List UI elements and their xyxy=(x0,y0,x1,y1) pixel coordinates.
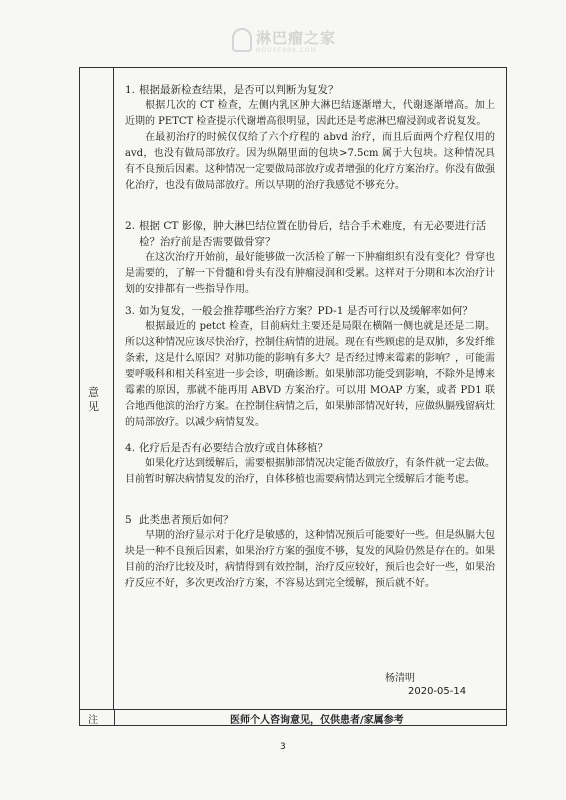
question-text: 化疗后是否有必要结合放疗或自体移植？ xyxy=(139,442,328,454)
note-row xyxy=(80,709,506,725)
answer-paragraph: 根据最近的 petct 检查，目前病灶主要还是局限在横隔一侧也就是还是二期。所以这种情况应该尽快治疗，控制住病情的进展。现在有些顾虑的是双肺，多发纤维条索，这是什么原因？对肺功能的影响有多大？是否经过博来霉素的影响？，可能需要呼吸科和相关科室进一步会诊，明确诊断。如果肺部功能受到影响，不除外是博来霉素的原因，那就不能再用 ABVD 方案治疗。可以用 MOAP 方案，或者 PD1 联合地西他滨的治疗方案。在控制住病情之后，如果肺部情况好转，应做纵膈残留病灶的局部放疗。以减少病情复发。 xyxy=(125,321,495,428)
watermark-logo xyxy=(232,26,342,60)
question-number: 5 xyxy=(125,514,132,526)
question-number: 2. xyxy=(125,220,136,232)
doctor-signature: 杨清明 xyxy=(385,673,415,684)
answer-paragraph: 如果化疗达到缓解后，需要根据肺部情况决定能否做放疗，有条件就一定去做。目前暂时解决病情复发的治疗，自体移植也需要病情达到完全缓解后才能考虑。 xyxy=(125,458,495,485)
opinion-table xyxy=(79,67,507,726)
answer-paragraph: 早期的治疗显示对于化疗是敏感的，这种情况预后可能要好一些。但是纵膈大包块是一种不良预后因素，如果治疗方案的强度不够，复发的风险仍然是存在的。如果目前的治疗比较及时，病情得到有效控制，治疗反应较好，预后也会好一些，如果治疗反应不好，多次更改治疗方案，不容易达到完全缓解，预后就不好。 xyxy=(125,530,495,589)
label-column xyxy=(80,68,114,709)
note-divider xyxy=(114,710,115,725)
question-5 xyxy=(125,512,495,528)
question-text: 根据最新检查结果，是否可以判断为复发？ xyxy=(139,84,339,96)
question-2 xyxy=(125,218,495,250)
answer-paragraph: 根据几次的 CT 检查，左侧内乳区肿大淋巴结逐渐增大，代谢逐渐增高。加上近期的 PETCT 检查提示代谢增高很明显，因此还是考虑淋巴瘤浸润或者说复发。 xyxy=(125,100,495,127)
qa-item-4 xyxy=(125,440,495,488)
opinion-label: 意见 xyxy=(88,386,99,413)
answer-paragraph: 在最初治疗的时候仅仅给了六个疗程的 abvd 治疗，而且后面两个疗程仅用的 avd，也没有做局部放疗。因为纵隔里面的包块>7.5cm 属于大包块。这种情况具有不良预后因素。这种情况一定要做局部放疗或者增强的化疗方案治疗。你没有做强化治疗，也没有做局部放疗。所以早期的治疗我感觉不够充分。 xyxy=(125,132,495,191)
watermark-url: HOUSE999.COM xyxy=(256,47,317,54)
page-number: 3 xyxy=(280,742,286,752)
qa-item-3 xyxy=(125,303,495,431)
qa-item-1 xyxy=(125,82,495,194)
watermark-icon xyxy=(232,28,252,52)
question-text: 根据 CT 影像，肿大淋巴结位置在肋骨后，结合手术难度，有无必要进行活检？治疗前是否需要做骨穿？ xyxy=(139,220,487,248)
question-1 xyxy=(125,82,495,98)
qa-item-5 xyxy=(125,512,495,592)
question-3 xyxy=(125,303,495,319)
question-number: 4. xyxy=(125,442,136,454)
answer-paragraph: 在这次治疗开始前，最好能够做一次活检了解一下肿瘤组织有没有变化？骨穿也是需要的，了解一下骨髓和骨头有没有肿瘤浸润和受累。这样对于分期和本次治疗计划的安排都有一些指导作用。 xyxy=(125,252,495,295)
question-text: 如为复发，一般会推荐哪些治疗方案？PD-1 是否可行以及缓解率如何？ xyxy=(139,305,473,317)
watermark-title: 淋巴瘤之家 xyxy=(256,29,337,47)
signature-date: 2020-05-14 xyxy=(408,686,467,697)
question-number: 3. xyxy=(125,305,136,317)
note-label: 注 xyxy=(88,715,98,726)
question-text: 此类患者预后如何？ xyxy=(139,514,234,526)
question-number: 1. xyxy=(125,84,136,96)
disclaimer-text: 医师个人咨询意见，仅供患者/家属参考 xyxy=(230,715,404,726)
qa-item-2 xyxy=(125,218,495,298)
question-4 xyxy=(125,440,495,456)
